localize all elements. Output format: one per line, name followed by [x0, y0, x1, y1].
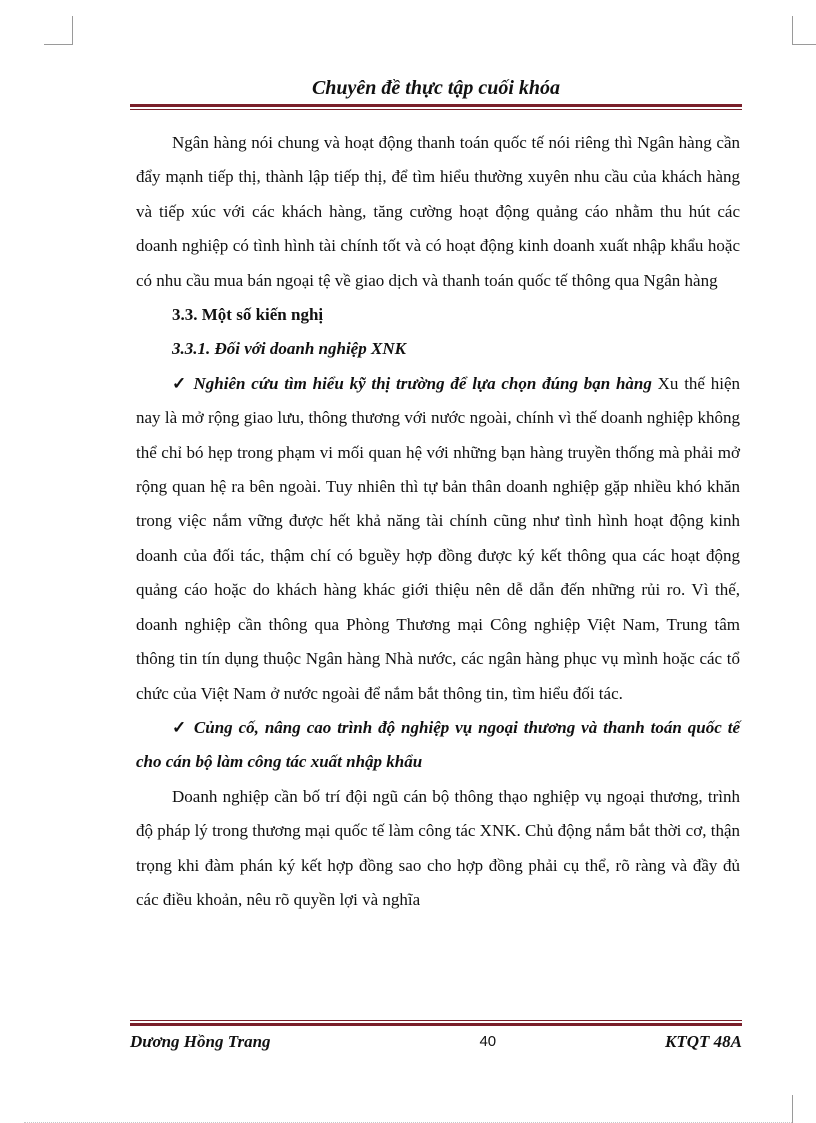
- item1-title: Nghiên cứu tìm hiểu kỹ thị trường để lựa chọn đúng bạn hàng: [193, 373, 652, 393]
- footer-class-code: KTQT 48A: [665, 1032, 742, 1051]
- check-icon: ✓: [172, 373, 188, 393]
- page-header: [130, 76, 742, 110]
- header-title: Chuyên đề thực tập cuối khóa: [311, 77, 561, 99]
- item1-text: Xu thế hiện nay là mở rộng giao lưu, thông thương với nước ngoài, chính vì thế doanh nghiệp không thể chỉ bó hẹp trong phạm vi mối quan hệ với những bạn hàng truyền thống mà phải mở rộng quan hệ ra bên ngoài. Tuy nhiên thì tự bản thân doanh nghiệp gặp nhiều khó khăn trong việc nắm vững được hết khả năng tài chính cũng như tình hình hoạt động kinh doanh của đối tác, thậm chí có bguềy hợp đồng được ký kết thông qua các hoạt động quảng cáo hoặc do khách hàng khác giới thiệu nên dễ dẫn đến những rủi ro. Vì thế, doanh nghiệp cần thông qua Phòng Thương mại Công nghiệp Việt Nam, Trung tâm thông tin tín dụng thuộc Ngân hàng Nhà nước, các ngân hàng phục vụ mình hoặc các tổ chức của Việt Nam ở nước ngoài để nắm bắt thông tin, tìm hiểu đối tác.: [136, 373, 740, 703]
- header-rule-thin: [130, 109, 742, 110]
- crop-mark-top-right: [792, 16, 816, 45]
- footer-author: Dương Hồng Trang: [130, 1032, 271, 1051]
- paragraph-intro: Ngân hàng nói chung và hoạt động thanh toán quốc tế nói riêng thì Ngân hàng cần đẩy mạnh tiếp thị, thành lập tiếp thị, để tìm hiểu thường xuyên nhu cầu của khách hàng và tiếp xúc với các khách hàng, tăng cường hoạt động quảng cáo nhằm thu hút các doanh nghiệp có tình hình tài chính tốt và có hoạt động kinh doanh xuất nhập khẩu hoặc có nhu cầu mua bán ngoại tệ về giao dịch và thanh toán quốc tế thông qua Ngân hàng: [136, 133, 740, 290]
- item2-title: Củng cố, nâng cao trình độ nghiệp vụ ngoại thương và thanh toán quốc tế cho cán bộ làm công tác xuất nhập khẩu: [136, 717, 741, 772]
- section-heading-3-3: 3.3. Một số kiến nghị: [172, 305, 324, 325]
- header-rule-thick: [130, 104, 742, 107]
- section-heading-3-3-1: 3.3.1. Đối với doanh nghiệp XNK: [172, 339, 406, 359]
- crop-mark-top-left: [44, 16, 73, 45]
- footer-row: [130, 1028, 742, 1056]
- footer-rule-thick: [130, 1023, 742, 1026]
- recommendation-item-1: [136, 367, 740, 711]
- footer-rule-thin: [130, 1020, 742, 1021]
- check-icon: ✓: [172, 717, 188, 737]
- page-number: 40: [479, 1033, 497, 1050]
- page-content: [136, 126, 740, 917]
- recommendation-item-2: [136, 711, 740, 780]
- crop-mark-bottom-right: [792, 1095, 816, 1123]
- paragraph-staff: Doanh nghiệp cần bố trí đội ngũ cán bộ thông thạo nghiệp vụ ngoại thương, trình độ pháp lý trong thương mại quốc tế làm công tác XNK. Chủ động nắm bắt thời cơ, thận trọng khi đàm phán ký kết hợp đồng sao cho hợp đồng phải cụ thể, rõ ràng và đầy đủ các điều khoản, nêu rõ quyền lợi và nghĩa: [136, 786, 740, 909]
- page-footer: [130, 1018, 742, 1056]
